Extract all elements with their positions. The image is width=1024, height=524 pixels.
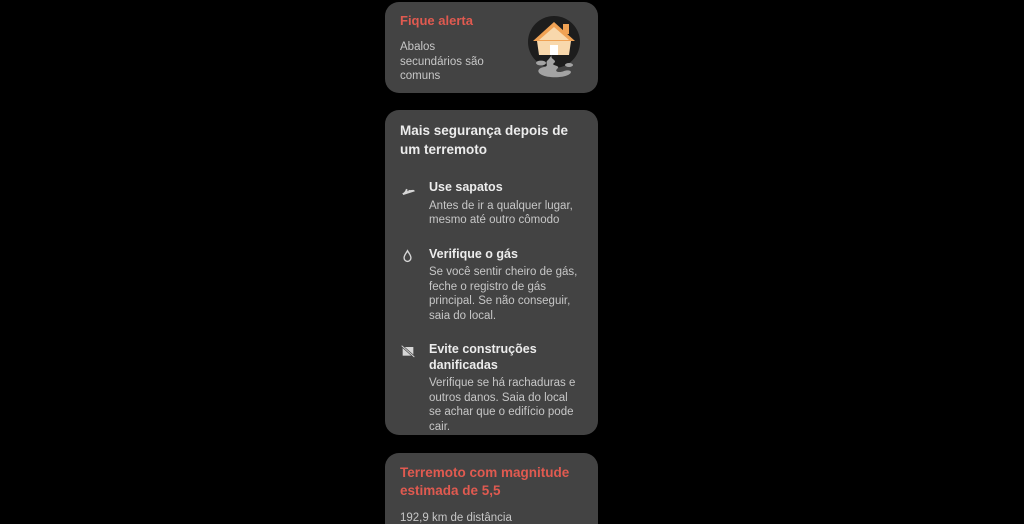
tip-title: Verifique o gás — [429, 246, 518, 261]
tip-text-column — [429, 342, 583, 434]
earthquake-magnitude-title: Terremoto com magnitude estimada de 5,5 — [400, 465, 570, 498]
gas-droplet-icon — [400, 247, 429, 324]
tip-item-use-shoes — [400, 180, 583, 228]
safety-tips-card[interactable] — [385, 110, 598, 435]
safety-tips-title: Mais segurança depois de um terremoto — [400, 123, 569, 157]
tip-description: Antes de ir a qualquer lugar, mesmo até outro cômodo — [429, 199, 573, 226]
tip-description: Verifique se há rachaduras e outros danos. Saia do local se achar que o edifício pode cair. — [429, 377, 576, 433]
stay-alert-text-column — [400, 13, 518, 83]
damaged-building-icon — [400, 342, 429, 434]
tip-title: Use sapatos — [429, 180, 503, 194]
tip-description: Se você sentir cheiro de gás, feche o registro de gás principal. Se não conseguir, saia do local. — [429, 266, 578, 322]
tip-item-avoid-damaged-buildings — [400, 342, 583, 434]
tip-text-column — [429, 180, 583, 228]
shoe-icon — [400, 180, 429, 228]
earthquake-distance-text: 192,9 km de distância — [400, 512, 512, 524]
stay-alert-card[interactable] — [385, 2, 598, 93]
tip-item-check-gas — [400, 247, 583, 324]
house-earthquake-illustration-icon — [524, 15, 584, 79]
tip-text-column — [429, 247, 583, 324]
earthquake-magnitude-card[interactable] — [385, 453, 598, 524]
stay-alert-body: Abalos secundários são comuns — [400, 41, 484, 82]
tip-title: Evite construções danificadas — [429, 342, 537, 372]
stay-alert-title: Fique alerta — [400, 13, 473, 28]
